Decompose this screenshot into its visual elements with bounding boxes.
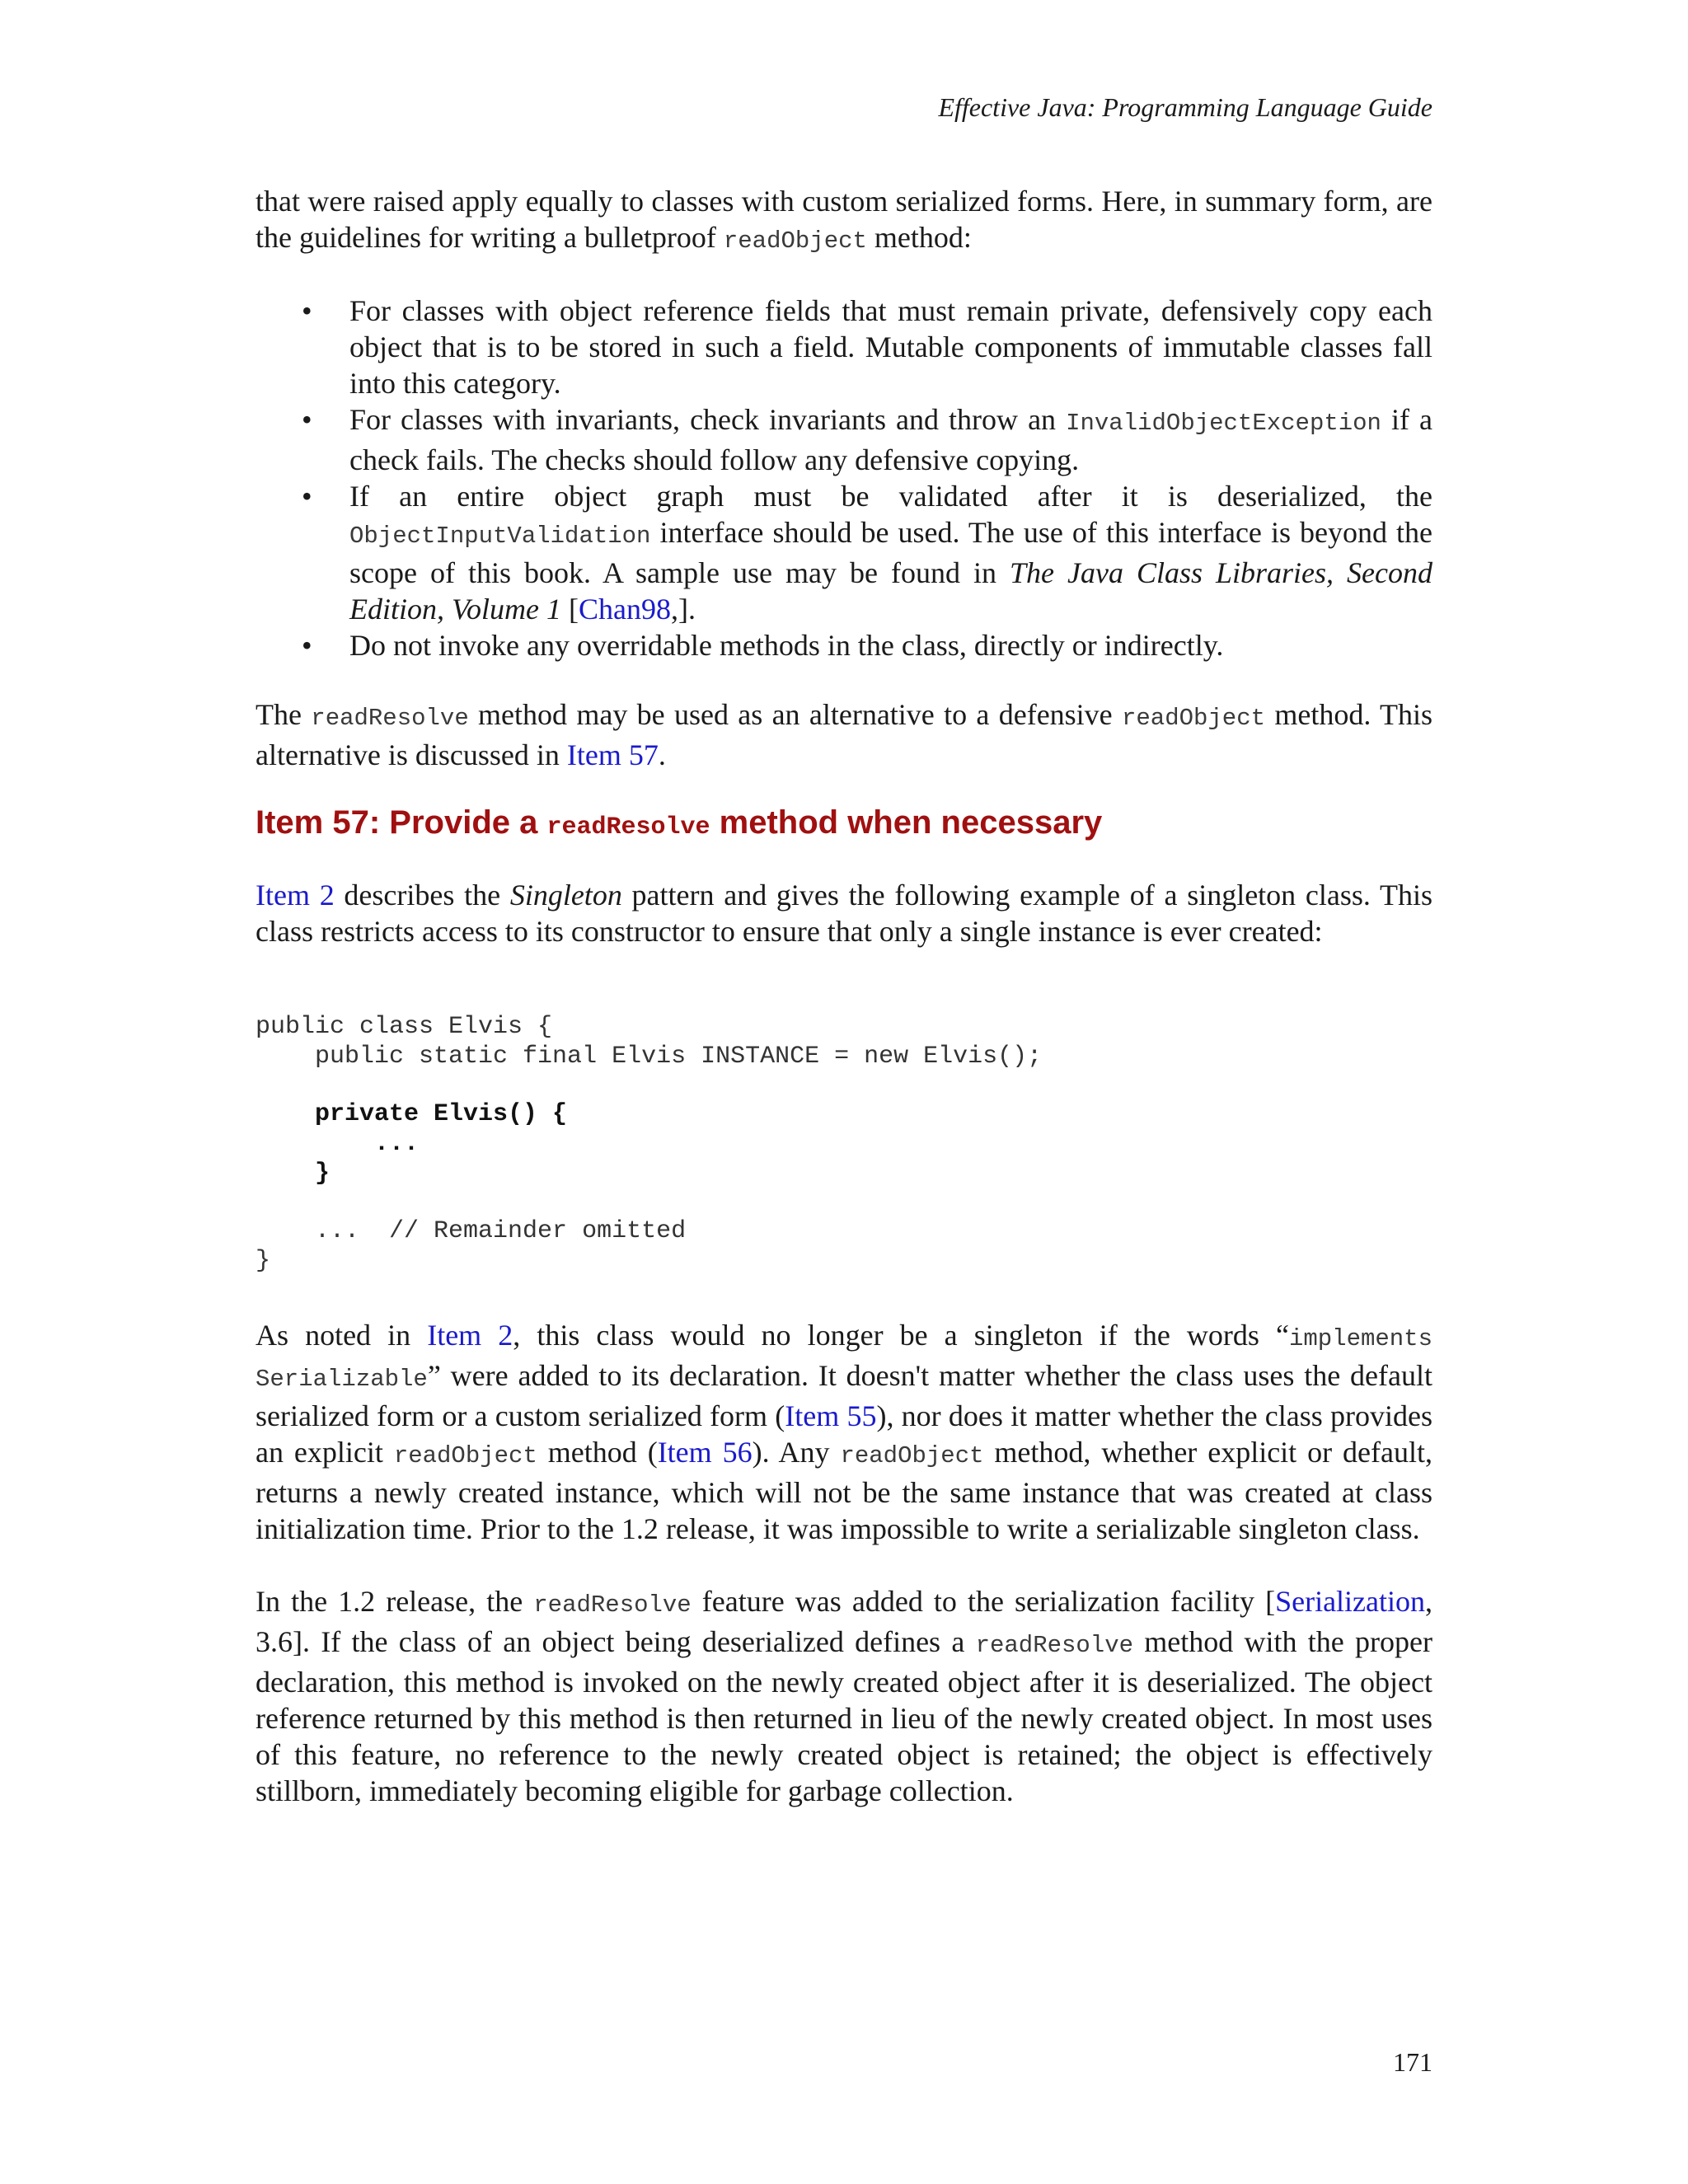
heading-text: Item 57: Provide a	[256, 804, 547, 841]
list-item-text: Do not invoke any overridable methods in the class, directly or indirectly.	[349, 629, 1224, 662]
list-item-text: [	[560, 593, 579, 626]
list-item	[256, 478, 1432, 627]
list-item-text: For classes with object reference fields that must remain private, defensively copy each object that is to be stored in such a field. Mutable components of immutable classes fall into this category.	[349, 294, 1432, 400]
intro-paragraph	[256, 183, 1432, 260]
inline-code: implements Serializable	[256, 1325, 1432, 1393]
paragraph-text: , 3.6]. If the class of an object being deserialized defines a	[256, 1585, 1433, 1658]
inline-code: ObjectInputValidation	[349, 523, 651, 550]
alternative-paragraph	[256, 696, 1432, 773]
bullet-icon: •	[302, 294, 312, 327]
serializable-paragraph	[256, 1317, 1432, 1547]
bullet-icon: •	[302, 403, 312, 436]
paragraph-text: describes the	[334, 879, 510, 912]
item-55-link[interactable]: Item 55	[785, 1399, 877, 1432]
intro-text: that were raised apply equally to classes with custom serialized forms. Here, in summary form, are the guidelines for writing a bulletproof	[256, 185, 1432, 254]
list-item-text: For classes with invariants, check invariants and throw an	[349, 403, 1067, 436]
bullet-icon: •	[302, 480, 312, 513]
item-56-link[interactable]: Item 56	[657, 1436, 753, 1469]
list-item-text: interface should be used. The use of this interface is beyond the scope of this book. A sample use may be found in	[349, 516, 1432, 589]
paragraph-text: As noted in	[256, 1319, 428, 1352]
serialization-link[interactable]: Serialization	[1275, 1585, 1426, 1618]
singleton-paragraph	[256, 877, 1432, 949]
paragraph-text: .	[658, 738, 666, 771]
paragraph-text: pattern and gives the following example of a singleton class. This class restricts access to its constructor to ensure that only a single instance is ever created:	[256, 879, 1432, 948]
list-item-text: if a check fails. The checks should follow any defensive copying.	[349, 403, 1433, 476]
inline-code: readResolve	[975, 1632, 1134, 1659]
paragraph-text: ), nor does it matter whether the class provides an explicit	[256, 1399, 1432, 1469]
code-line: private Elvis() {	[256, 1100, 568, 1128]
book-title: The Java Class Libraries, Second Edition, Volume 1	[349, 556, 1432, 626]
bullet-icon: •	[302, 629, 312, 662]
running-header: Effective Java: Programming Language Guide	[938, 92, 1432, 122]
paragraph-text: feature was added to the serialization facility [	[691, 1585, 1276, 1618]
item-2-link[interactable]: Item 2	[427, 1319, 513, 1352]
page-content	[256, 183, 1432, 1809]
paragraph-text: , this class would no longer be a singleton if the words “	[513, 1319, 1289, 1352]
paragraph-text: method may be used as an alternative to a defensive	[468, 698, 1122, 731]
paragraph-text: ” were added to its declaration. It doesn't matter whether the class uses the default serialized form or a custom serialized form (	[256, 1359, 1432, 1432]
pattern-name: Singleton	[509, 879, 622, 912]
heading-code: readResolve	[546, 813, 710, 841]
code-line: public static final Elvis INSTANCE = new Elvis();	[256, 1043, 1043, 1071]
inline-code: readObject	[840, 1442, 984, 1469]
code-line: }	[256, 1160, 331, 1188]
section-heading	[256, 801, 1432, 849]
inline-code: InvalidObjectException	[1066, 410, 1381, 437]
inline-code: readObject	[1121, 705, 1266, 732]
guideline-list	[256, 293, 1432, 663]
code-line: ... // Remainder omitted	[256, 1217, 687, 1245]
inline-code: readResolve	[311, 705, 469, 732]
paragraph-text: method (	[537, 1436, 658, 1469]
code-line: ...	[256, 1130, 420, 1158]
readresolve-paragraph	[256, 1583, 1432, 1809]
inline-code: readObject	[393, 1442, 537, 1469]
item-57-link[interactable]: Item 57	[566, 738, 659, 771]
list-item	[256, 627, 1432, 663]
code-line: public class Elvis {	[256, 1013, 553, 1041]
paragraph-text: In the 1.2 release, the	[256, 1585, 534, 1618]
list-item	[256, 293, 1432, 401]
paragraph-text: method with the proper declaration, this method is invoked on the newly created object after it is deserialized. The object reference returned by this method is then returned in lieu of the newly created object. In most uses of this feature, no reference to the newly created object is retained; the object is effectively stillborn, immediately becoming eligible for garbage collection.	[256, 1625, 1432, 1807]
paragraph-text: ). Any	[752, 1436, 841, 1469]
intro-text-end: method:	[866, 221, 972, 254]
citation-link-chan98[interactable]: Chan98	[578, 593, 671, 626]
code-line: }	[256, 1247, 271, 1275]
list-item	[256, 401, 1432, 478]
page-number: 171	[1393, 2047, 1432, 2077]
paragraph-text: The	[256, 698, 312, 731]
inline-code: readObject	[723, 227, 867, 255]
code-block	[256, 1012, 1432, 1276]
list-item-text: ,].	[670, 593, 696, 626]
item-2-link[interactable]: Item 2	[256, 879, 335, 912]
paragraph-text: method, whether explicit or default, returns a newly created instance, which will not be the same instance that was created at class initialization time. Prior to the 1.2 release, it was impossible to write a serializable singleton class.	[256, 1436, 1432, 1545]
list-item-text: If an entire object graph must be validated after it is deserialized, the	[349, 480, 1432, 513]
paragraph-text: method. This alternative is discussed in	[256, 698, 1432, 771]
heading-text: method when necessary	[710, 804, 1103, 841]
inline-code: readResolve	[533, 1591, 692, 1619]
